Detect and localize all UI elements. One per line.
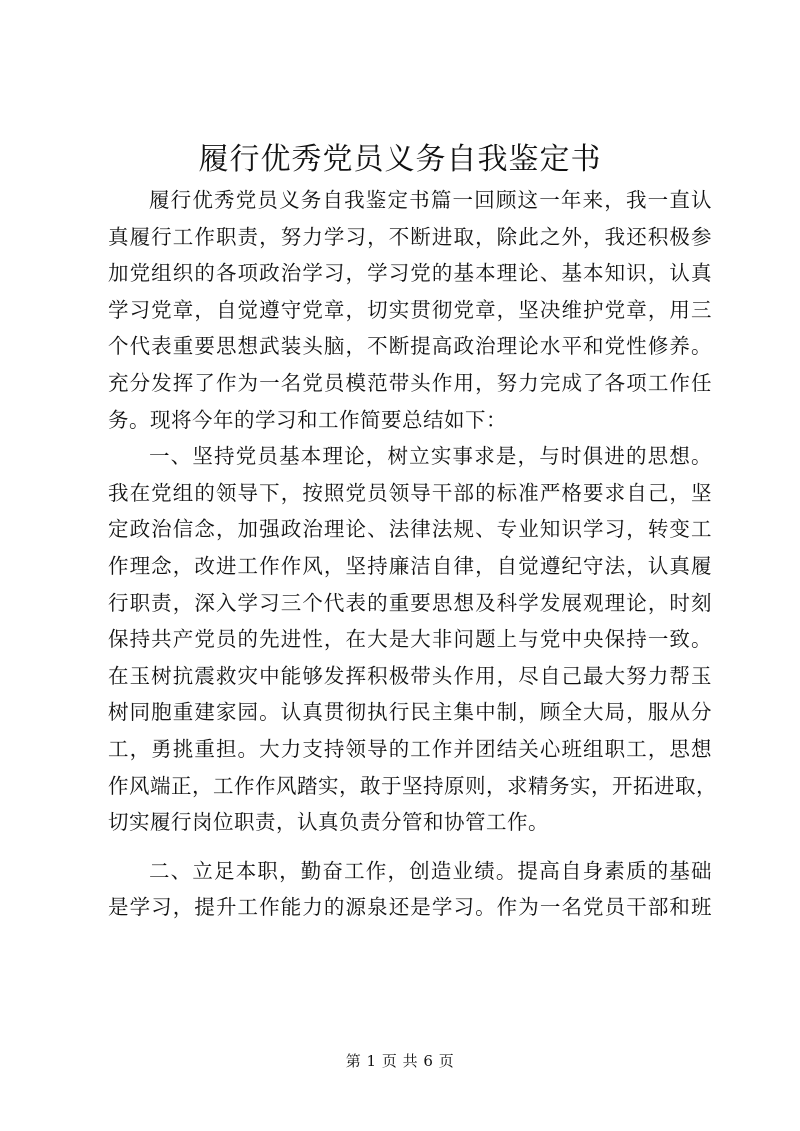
paragraph-line: 我在党组的领导下，按照党员领导干部的标准严格要求自己，坚 xyxy=(108,480,712,505)
paragraph-line: 作理念，改进工作作风，坚持廉洁自律，自觉遵纪守法，认真履 xyxy=(108,553,712,578)
paragraph-line: 履行优秀党员义务自我鉴定书篇一回顾这一年来，我一直认 xyxy=(149,188,712,212)
paragraph-line: 个代表重要思想武装头脑，不断提高政治理论水平和党性修养。 xyxy=(108,334,712,359)
document-body xyxy=(108,182,717,926)
paragraph-line: 在玉树抗震救灾中能够发挥积极带头作用，尽自己最大努力帮玉 xyxy=(108,663,712,688)
paragraph-1 xyxy=(108,182,712,438)
paragraph-line: 工，勇挑重担。大力支持领导的工作并团结关心班组职工，思想 xyxy=(108,736,712,761)
page-footer: 第 1 页 共 6 页 xyxy=(345,1052,455,1070)
paragraph-line: 务。现将今年的学习和工作简要总结如下： xyxy=(108,407,507,432)
paragraph-3 xyxy=(108,853,712,926)
paragraph-line: 一、坚持党员基本理论，树立实事求是，与时俱进的思想。 xyxy=(149,444,712,469)
paragraph-line: 树同胞重建家园。认真贯彻执行民主集中制，顾全大局，服从分 xyxy=(108,700,712,725)
paragraph-line: 加党组织的各项政治学习，学习党的基本理论、基本知识，认真 xyxy=(108,261,712,286)
paragraph-line: 保持共产党员的先进性，在大是大非问题上与党中央保持一致。 xyxy=(108,627,712,652)
paragraph-line: 行职责，深入学习三个代表的重要思想及科学发展观理论，时刻 xyxy=(108,590,712,615)
paragraph-line: 学习党章，自觉遵守党章，切实贯彻党章，坚决维护党章，用三 xyxy=(108,297,712,322)
paragraph-spacer xyxy=(108,841,712,853)
paragraph-line: 二、立足本职，勤奋工作，创造业绩。提高自身素质的基础 xyxy=(149,858,712,883)
paragraph-line: 真履行工作职责，努力学习，不断进取，除此之外，我还积极参 xyxy=(108,224,712,249)
paragraph-2 xyxy=(108,438,717,841)
paragraph-line: 充分发挥了作为一名党员模范带头作用，努力完成了各项工作任 xyxy=(108,370,712,395)
paragraph-line: 切实履行岗位职责，认真负责分管和协管工作。 xyxy=(108,810,549,835)
paragraph-line: 作风端正，工作作风踏实，敢于坚持原则，求精务实，开拓进取， xyxy=(108,773,717,798)
document-title: 履行优秀党员义务自我鉴定书 xyxy=(198,142,602,177)
paragraph-line: 定政治信念，加强政治理论、法律法规、专业知识学习，转变工 xyxy=(108,517,712,542)
paragraph-line: 是学习，提升工作能力的源泉还是学习。作为一名党员干部和班 xyxy=(108,895,712,920)
